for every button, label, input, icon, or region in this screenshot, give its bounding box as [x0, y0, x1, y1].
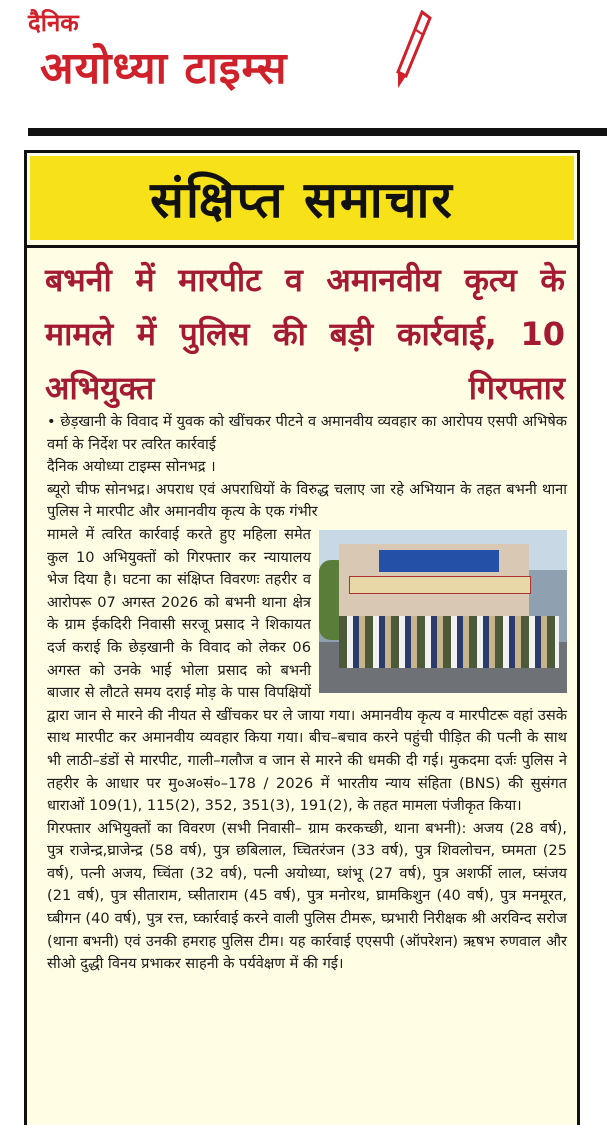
photo-station-sign [349, 576, 531, 594]
story-body [47, 411, 567, 976]
story-accused-list: गिरफ्तार अभियुक्तों का विवरण (सभी निवासी– ग्राम करकच्छी, थाना बभनी): अजय (28 वर्ष), पुत्र राजेन्द्र,घ्राजेन्द्र (58 वर्ष), पुत्र छबिलाल, घ्चितरंजन (33 वर्ष), पुत्र शिवलोचन, घ्ममता (25 वर्ष), पत्नी अजय, घ्चिंता (32 वर्ष), पत्नी अयोध्या, घ्शंभू (27 वर्ष), पुत्र अशर्फी लाल, घ्संजय (21 वर्ष), पुत्र सीताराम, घ्सीताराम (45 वर्ष), पुत्र मनोरथ, घ्रामकिशुन (40 वर्ष), पुत्र मनमूरत, घ्बीगन (40 वर्ष), पुत्र रत्त, घ्कार्रवाई करने वाली पुलिस टीमरू, घ्प्रभारी निरीक्षक श्री अरविन्द सरोज (थाना बभनी) एवं उनकी हमराह पुलिस टीम। यह कार्रवाई एएसपी (ऑपरेशन) ऋषभ रुणवाल और सीओ दुद्धी विनय प्रभाकर साहनी के पर्यवेक्षण में की गई। [47, 819, 567, 973]
masthead-rule [28, 128, 607, 136]
photo-station-sign-top [379, 550, 499, 572]
story-details: मामले में त्वरित कार्रवाई करते हुए महिला समेत कुल 10 अभियुक्तों को गिरफ्तार कर न्यायालय भेज दिया है। घटना का संक्षिप्त विवरणः तहरीर व आरोपरू 07 अगस्त 2026 को बभनी थाना क्षेत्र के ग्राम ईकदिरी निवासी सरजू प्रसाद ने शिकायत दर्ज कराई कि छेड़खानी के विवाद को लेकर 06 अगस्त को उनके भाई भोला प्रसाद को बभनी बाजार से लौटते समय दराई मोड़ के पास विपक्षियों द्वारा जान से मारने की नीयत से खींचकर घर ले जाया गया। अमानवीय कृत्य व मारपीटरू वहां उसके साथ मारपीट कर अमानवीय व्यवहार किया गया। बीच–बचाव करने पहुंची पीड़ित की पत्नी के साथ भी लाठी–डंडों से मारपीट, गाली–गलौज व जान से मारने की धमकी दी गई। मुकदमा दर्जः पुलिस ने तहरीर के आधार पर मु०अ०सं०–178 / 2026 में भारतीय न्याय संहिता (BNS) की सुसंगत धाराओं 109(1), 115(2), 352, 351(3), 191(2), के तहत मामला पंजीकृत किया। [47, 525, 567, 815]
police-station-photo [319, 530, 567, 693]
masthead [0, 0, 607, 130]
story-intro: ब्यूरो चीफ सोनभद्र। अपराध एवं अपराधियों के विरुद्ध चलाए जा रहे अभियान के तहत बभनी थाना पुलिस ने मारपीट और अमानवीय कृत्य के एक गंभीर [47, 480, 567, 521]
banner-divider [27, 245, 577, 248]
story-dateline: दैनिक अयोध्या टाइम्स सोनभद्र । [47, 458, 216, 476]
section-banner [30, 156, 574, 240]
newspaper-title: अयोध्या टाइम्स [40, 43, 288, 94]
photo-group [339, 616, 559, 668]
news-clipping [24, 150, 580, 1125]
fountain-pen-icon [392, 10, 432, 90]
section-title: संक्षिप्त समाचार [150, 171, 454, 229]
story-highlight: • छेड़खानी के विवाद में युवक को खींचकर पीटने व अमानवीय व्यवहार का आरोपय एसपी अभिषेक वर्मा के निर्देश पर त्वरित कार्रवाई [47, 413, 567, 453]
story-headline: बभनी में मारपीट व अमानवीय कृत्य के मामले में पुलिस की बड़ी कार्रवाई, 10 अभियुक्त गिरफ्तार [45, 261, 565, 407]
masthead-prefix: दैनिक [28, 9, 79, 37]
